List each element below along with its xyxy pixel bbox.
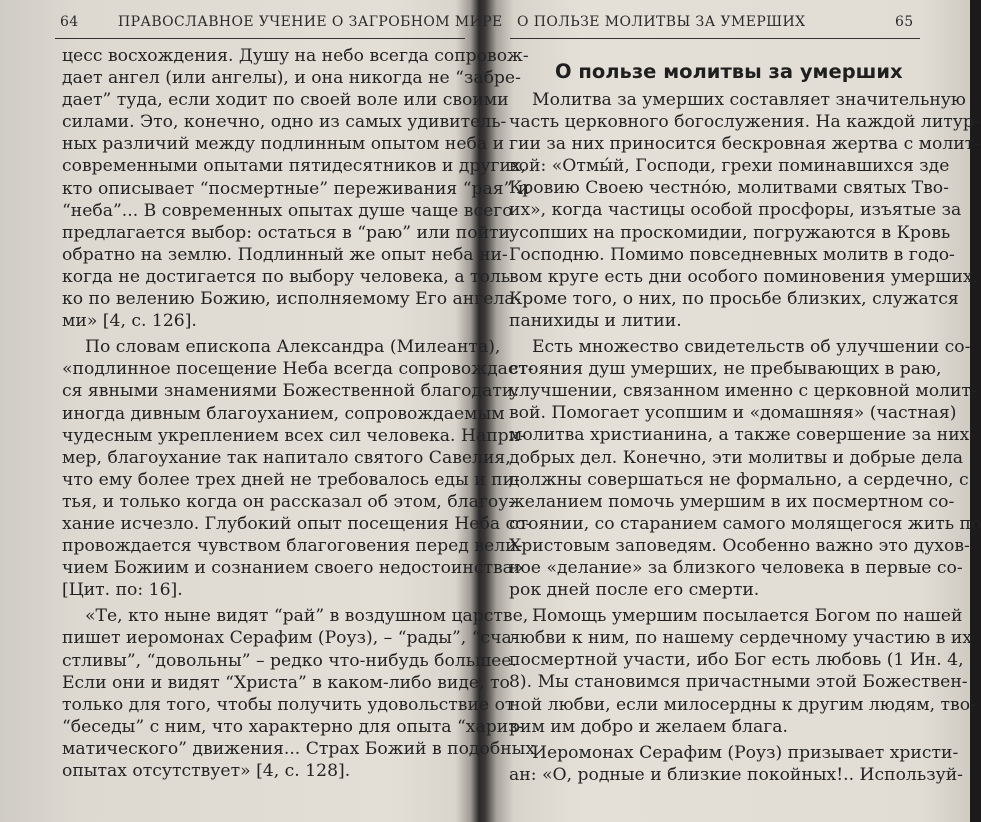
text-line: цесс восхождения. Душу на небо всегда сопровож- [62,46,529,66]
text-line: Помощь умершим посылается Богом по нашей [532,606,963,627]
running-title: О ПОЛЬЗЕ МОЛИТВЫ ЗА УМЕРШИХ [517,14,806,30]
text-line: хание исчезло. Глубокий опыт посещения Неба со- [62,513,532,534]
text-line: ми» [4, с. 126]. [62,311,197,332]
text-line: посмертной участи, ибо Бог есть любовь (1 Ин. 4, [509,650,964,671]
text-line: 8). Мы становимся причастными этой Божествен- [509,672,968,693]
page-number: 65 [895,14,914,30]
text-line: чием Божиим и сознанием своего недостоинства» [62,558,524,579]
text-line: Христовым заповедям. Особенно важно это духов- [509,535,970,556]
text-line: дает ангел (или ангелы), и она никогда не “забре- [62,68,521,89]
text-line: «Те, кто ныне видят “рай” в воздушном царстве, – [85,606,543,627]
text-line: любви к ним, по нашему сердечному участию в их [509,628,972,649]
body-text [509,89,981,786]
text-line: мер, благоухание так напитало святого Савелия, [62,447,511,468]
text-line: Иеромонах Серафим (Роуз) призывает христи- [532,742,959,763]
header-rule [55,38,465,39]
text-line: предлагается выбор: остаться в “раю” или пойти [62,222,510,243]
text-line: должны совершаться не формально, а сердечно, с [509,469,969,490]
paragraph [509,89,981,332]
text-line: рок дней после его смерти. [509,580,760,601]
paragraph [509,742,963,786]
text-line: “неба”... В современных опытах душе чаще всего [62,200,513,221]
text-line: чудесным укреплением всех сил человека. Напри- [62,425,526,446]
text-line: ной любви, если милосердны к другим людям, тво- [509,694,976,715]
text-line: стояния душ умерших, не пребывающих в раю, [509,359,942,380]
text-line: когда не достигается по выбору человека, а толь- [62,266,516,287]
page-number: 64 [60,14,79,30]
paragraph [62,605,543,782]
text-line: что ему более трех дней не требовалось еды и пи- [62,469,520,490]
text-line: матического” движения... Страх Божий в подобных [62,738,536,759]
text-line: Если они и видят “Христа” в каком-либо виде, то [62,672,510,693]
paragraph [62,336,534,601]
paragraph [509,336,981,601]
text-line: дает” туда, если ходит по своей воле или своими [62,90,509,111]
text-line: гии за них приносится бескровная жертва с молит- [509,134,981,155]
text-line: [Цит. по: 16]. [62,580,183,601]
text-line: вой. Помогает усопшим и «домашняя» (частная) [509,403,957,424]
text-line: ся явными знамениями Божественной благодати: [62,381,520,402]
text-line: Есть множество свидетельств об улучшении со- [532,337,971,358]
paragraph [509,605,976,738]
text-line: часть церковного богослужения. На каждой литур- [509,112,980,133]
text-line: добрых дел. Конечно, эти молитвы и добрые дела [509,447,963,468]
text-line: рим им добро и желаем блага. [509,716,788,737]
text-line: молитва христианина, а также совершение за них [509,425,970,446]
text-line: Кроме того, о них, по просьбе близких, служатся [509,288,959,309]
text-line: “беседы” с ним, что характерно для опыта “хариз- [62,716,524,737]
text-line: вом круге есть дни особого поминовения умерших. [509,266,979,287]
body-text [62,45,543,782]
text-line: иногда дивным благоуханием, сопровождаемым [62,403,505,424]
text-line: стливы”, “довольны” – редко что-нибудь большее. [62,650,517,671]
text-line: провождается чувством благоговения перед вели- [62,536,523,557]
text-line: только для того, чтобы получить удовольствие от [62,694,515,715]
text-line: пишет иеромонах Серафим (Роуз), – “рады”, “сча- [62,628,518,649]
right-page [495,0,981,822]
text-line: панихиды и литии. [509,310,682,331]
text-line: Господню. Помимо повседневных молитв в годо- [509,244,955,265]
text-line: опытах отсутствует» [4, с. 128]. [62,761,351,781]
text-line: ное «делание» за близкого человека в первые со- [509,557,963,578]
chapter-heading: О пользе молитвы за умерших [555,60,903,83]
text-line: их», когда частицы особой просфоры, изъятые за [509,200,962,221]
text-line: силами. Это, конечно, одно из самых удивитель- [62,112,507,133]
text-line: улучшении, связанном именно с церковной молит- [509,381,977,402]
text-line: ных различий между подлинным опытом неба и [62,134,505,155]
text-line: Молитва за умерших составляет значительную [532,90,966,110]
text-line: вой: «Отмы́й, Господи, грехи поминавшихся зде [509,156,950,177]
text-line: кто описывает “посмертные” переживания “рая” и [62,178,530,199]
text-line: По словам епископа Александра (Милеанта), [85,337,501,358]
paragraph [62,45,530,332]
text-line: тья, и только когда он рассказал об этом, благоу- [62,491,515,512]
text-line: усопших на проскомидии, погружаются в Кровь [509,222,951,243]
running-title: ПРАВОСЛАВНОЕ УЧЕНИЕ О ЗАГРОБНОМ МИРЕ [118,14,503,30]
text-line: современными опытами пятидесятников и других, [62,156,527,177]
text-line: «подлинное посещение Неба всегда сопровождает- [62,359,534,380]
text-line: обратно на землю. Подлинный же опыт неба ни- [62,244,508,265]
text-line: желанием помочь умершим в их посмертном со- [509,491,955,512]
header-rule [510,38,920,39]
text-line: ко по велению Божию, исполняемому Его ангела- [62,289,521,310]
text-line: Кровию Своею честно́ю, молитвами святых Тво- [509,178,949,199]
text-line: ан: «О, родные и близкие покойных!.. Используй- [509,764,963,785]
text-line: стоянии, со старанием самого молящегося жить по [509,513,981,534]
